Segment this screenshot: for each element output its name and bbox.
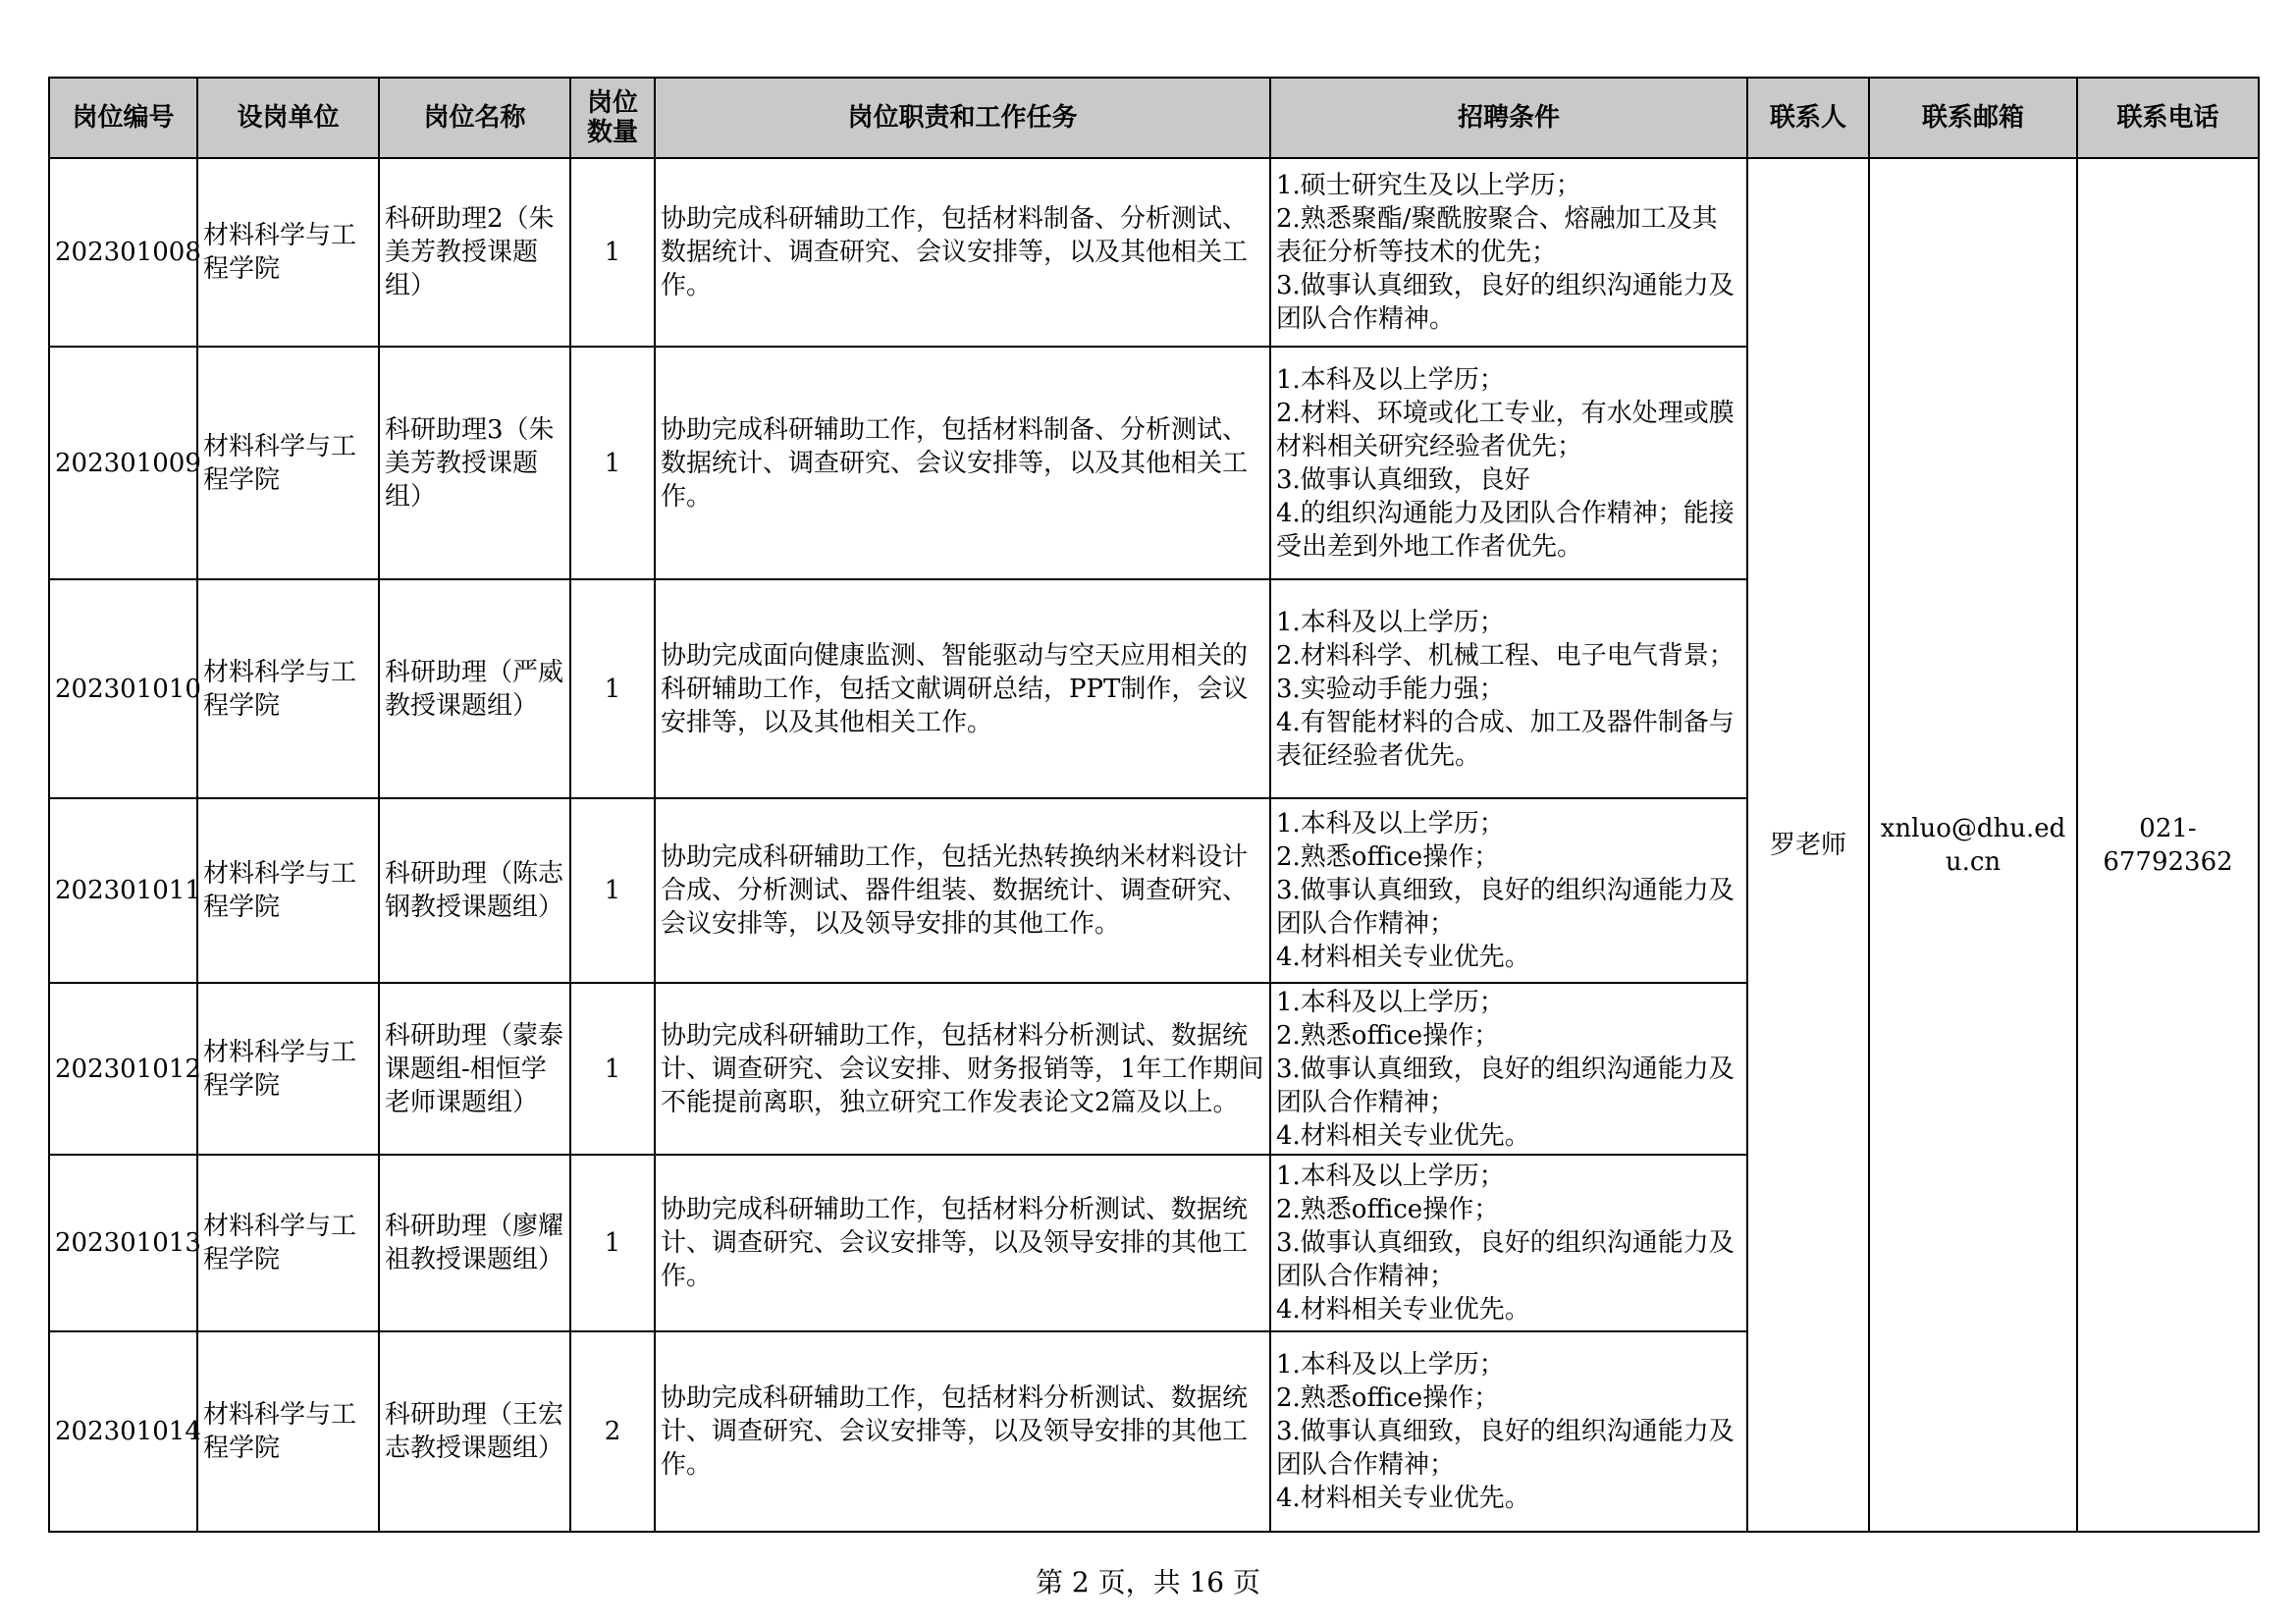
requirement-line: 3.做事认真细致，良好的组织沟通能力及团队合作精神； xyxy=(1276,1417,1735,1480)
page-number: 第 2 页，共 16 页 xyxy=(1035,1566,1261,1598)
requirement-line: 3.实验动手能力强； xyxy=(1276,674,1505,704)
requirement-line: 1.硕士研究生及以上学历； xyxy=(1276,171,1581,200)
contact-phone: 021-67792362 xyxy=(2077,158,2259,1532)
requirement-line: 2.熟悉聚酯/聚酰胺聚合、熔融加工及其表征分析等技术的优先； xyxy=(1276,204,1718,267)
position-id: 202301011 xyxy=(49,798,197,983)
position-unit: 材料科学与工程学院 xyxy=(197,158,379,347)
position-id: 202301012 xyxy=(49,983,197,1155)
header-cell: 联系人 xyxy=(1747,78,1869,158)
position-count: 1 xyxy=(570,579,655,798)
header-cell: 联系电话 xyxy=(2077,78,2259,158)
requirement-line: 2.材料科学、机械工程、电子电气背景； xyxy=(1276,640,1735,671)
requirement-line: 2.熟悉office操作； xyxy=(1276,1195,1500,1224)
requirement-line: 2.熟悉office操作； xyxy=(1276,1020,1500,1051)
position-duties: 协助完成面向健康监测、智能驱动与空天应用相关的科研辅助工作，包括文献调研总结，PPT制作，会议安排等，以及其他相关工作。 xyxy=(655,579,1270,798)
position-count: 1 xyxy=(570,798,655,983)
contact-person: 罗老师 xyxy=(1747,158,1869,1532)
position-duties: 协助完成科研辅助工作，包括材料分析测试、数据统计、调查研究、会议安排等，以及领导安排的其他工作。 xyxy=(655,1331,1270,1532)
position-id: 202301014 xyxy=(49,1331,197,1532)
position-name: 科研助理（王宏志教授课题组） xyxy=(379,1331,570,1532)
header-cell: 岗位名称 xyxy=(379,78,570,158)
header-cell: 招聘条件 xyxy=(1270,78,1747,158)
position-unit: 材料科学与工程学院 xyxy=(197,579,379,798)
position-requirements xyxy=(1270,1331,1747,1532)
position-name: 科研助理2（朱美芳教授课题组） xyxy=(379,158,570,347)
requirement-line: 3.做事认真细致，良好的组织沟通能力及团队合作精神； xyxy=(1276,1054,1735,1117)
requirement-line: 4.有智能材料的合成、加工及器件制备与表征经验者优先。 xyxy=(1276,707,1735,771)
position-duties: 协助完成科研辅助工作，包括材料分析测试、数据统计、调查研究、会议安排等，以及领导安排的其他工作。 xyxy=(655,1155,1270,1331)
requirement-line: 3.做事认真细致，良好的组织沟通能力及团队合作精神。 xyxy=(1276,271,1735,334)
header-cell: 联系邮箱 xyxy=(1869,78,2077,158)
header-cell: 岗位数量 xyxy=(570,78,655,158)
position-requirements xyxy=(1270,579,1747,798)
requirement-line: 1.本科及以上学历； xyxy=(1276,364,1505,395)
position-name: 科研助理（严威教授课题组） xyxy=(379,579,570,798)
position-unit: 材料科学与工程学院 xyxy=(197,983,379,1155)
position-duties: 协助完成科研辅助工作，包括光热转换纳米材料设计合成、分析测试、器件组装、数据统计、调查研究、会议安排等，以及领导安排的其他工作。 xyxy=(655,798,1270,983)
requirement-line: 4.材料相关专业优先。 xyxy=(1276,1120,1530,1151)
position-count: 1 xyxy=(570,347,655,579)
position-unit: 材料科学与工程学院 xyxy=(197,1331,379,1532)
contact-email[interactable]: xnluo@dhu.edu.cn xyxy=(1869,158,2077,1532)
header-cell: 岗位编号 xyxy=(49,78,197,158)
position-id: 202301013 xyxy=(49,1155,197,1331)
position-requirements xyxy=(1270,1155,1747,1331)
requirement-line: 1.本科及以上学历； xyxy=(1276,1162,1505,1191)
requirement-line: 3.做事认真细致，良好的组织沟通能力及团队合作精神； xyxy=(1276,1228,1735,1291)
requirement-line: 4.材料相关专业优先。 xyxy=(1276,943,1530,972)
position-requirements xyxy=(1270,347,1747,579)
requirement-line: 4.材料相关专业优先。 xyxy=(1276,1484,1530,1513)
position-duties: 协助完成科研辅助工作，包括材料制备、分析测试、数据统计、调查研究、会议安排等，以及其他相关工作。 xyxy=(655,158,1270,347)
header-cell: 岗位职责和工作任务 xyxy=(655,78,1270,158)
position-unit: 材料科学与工程学院 xyxy=(197,1155,379,1331)
requirement-line: 2.熟悉office操作； xyxy=(1276,1383,1500,1413)
position-count: 1 xyxy=(570,983,655,1155)
position-unit: 材料科学与工程学院 xyxy=(197,347,379,579)
requirement-line: 1.本科及以上学历； xyxy=(1276,987,1505,1017)
position-name: 科研助理（廖耀祖教授课题组） xyxy=(379,1155,570,1331)
position-name: 科研助理（陈志钢教授课题组） xyxy=(379,798,570,983)
position-name: 科研助理3（朱美芳教授课题组） xyxy=(379,347,570,579)
table-row xyxy=(49,158,2259,347)
position-count: 1 xyxy=(570,1155,655,1331)
position-duties: 协助完成科研辅助工作，包括材料制备、分析测试、数据统计、调查研究、会议安排等，以及其他相关工作。 xyxy=(655,347,1270,579)
requirement-line: 2.材料、环境或化工专业，有水处理或膜材料相关研究经验者优先； xyxy=(1276,398,1735,461)
position-id: 202301009 xyxy=(49,347,197,579)
position-count: 2 xyxy=(570,1331,655,1532)
positions-table xyxy=(48,77,2260,1533)
position-id: 202301008 xyxy=(49,158,197,347)
position-count: 1 xyxy=(570,158,655,347)
position-requirements xyxy=(1270,983,1747,1155)
requirement-line: 4.材料相关专业优先。 xyxy=(1276,1295,1530,1325)
requirement-line: 1.本科及以上学历； xyxy=(1276,1350,1505,1380)
table-header xyxy=(49,78,2259,158)
position-requirements xyxy=(1270,158,1747,347)
requirement-line: 1.本科及以上学历； xyxy=(1276,809,1505,839)
requirement-line: 4.的组织沟通能力及团队合作精神；能接受出差到外地工作者优先。 xyxy=(1276,498,1735,562)
position-unit: 材料科学与工程学院 xyxy=(197,798,379,983)
requirement-line: 3.做事认真细致，良好的组织沟通能力及团队合作精神； xyxy=(1276,876,1735,939)
position-duties: 协助完成科研辅助工作，包括材料分析测试、数据统计、调查研究、会议安排、财务报销等，1年工作期间不能提前离职，独立研究工作发表论文2篇及以上。 xyxy=(655,983,1270,1155)
position-id: 202301010 xyxy=(49,579,197,798)
requirement-line: 1.本科及以上学历； xyxy=(1276,607,1505,637)
requirement-line: 2.熟悉office操作； xyxy=(1276,842,1500,872)
position-name: 科研助理（蒙泰课题组-相恒学老师课题组） xyxy=(379,983,570,1155)
position-requirements xyxy=(1270,798,1747,983)
header-cell: 设岗单位 xyxy=(197,78,379,158)
requirement-line: 3.做事认真细致，良好 xyxy=(1276,464,1530,495)
